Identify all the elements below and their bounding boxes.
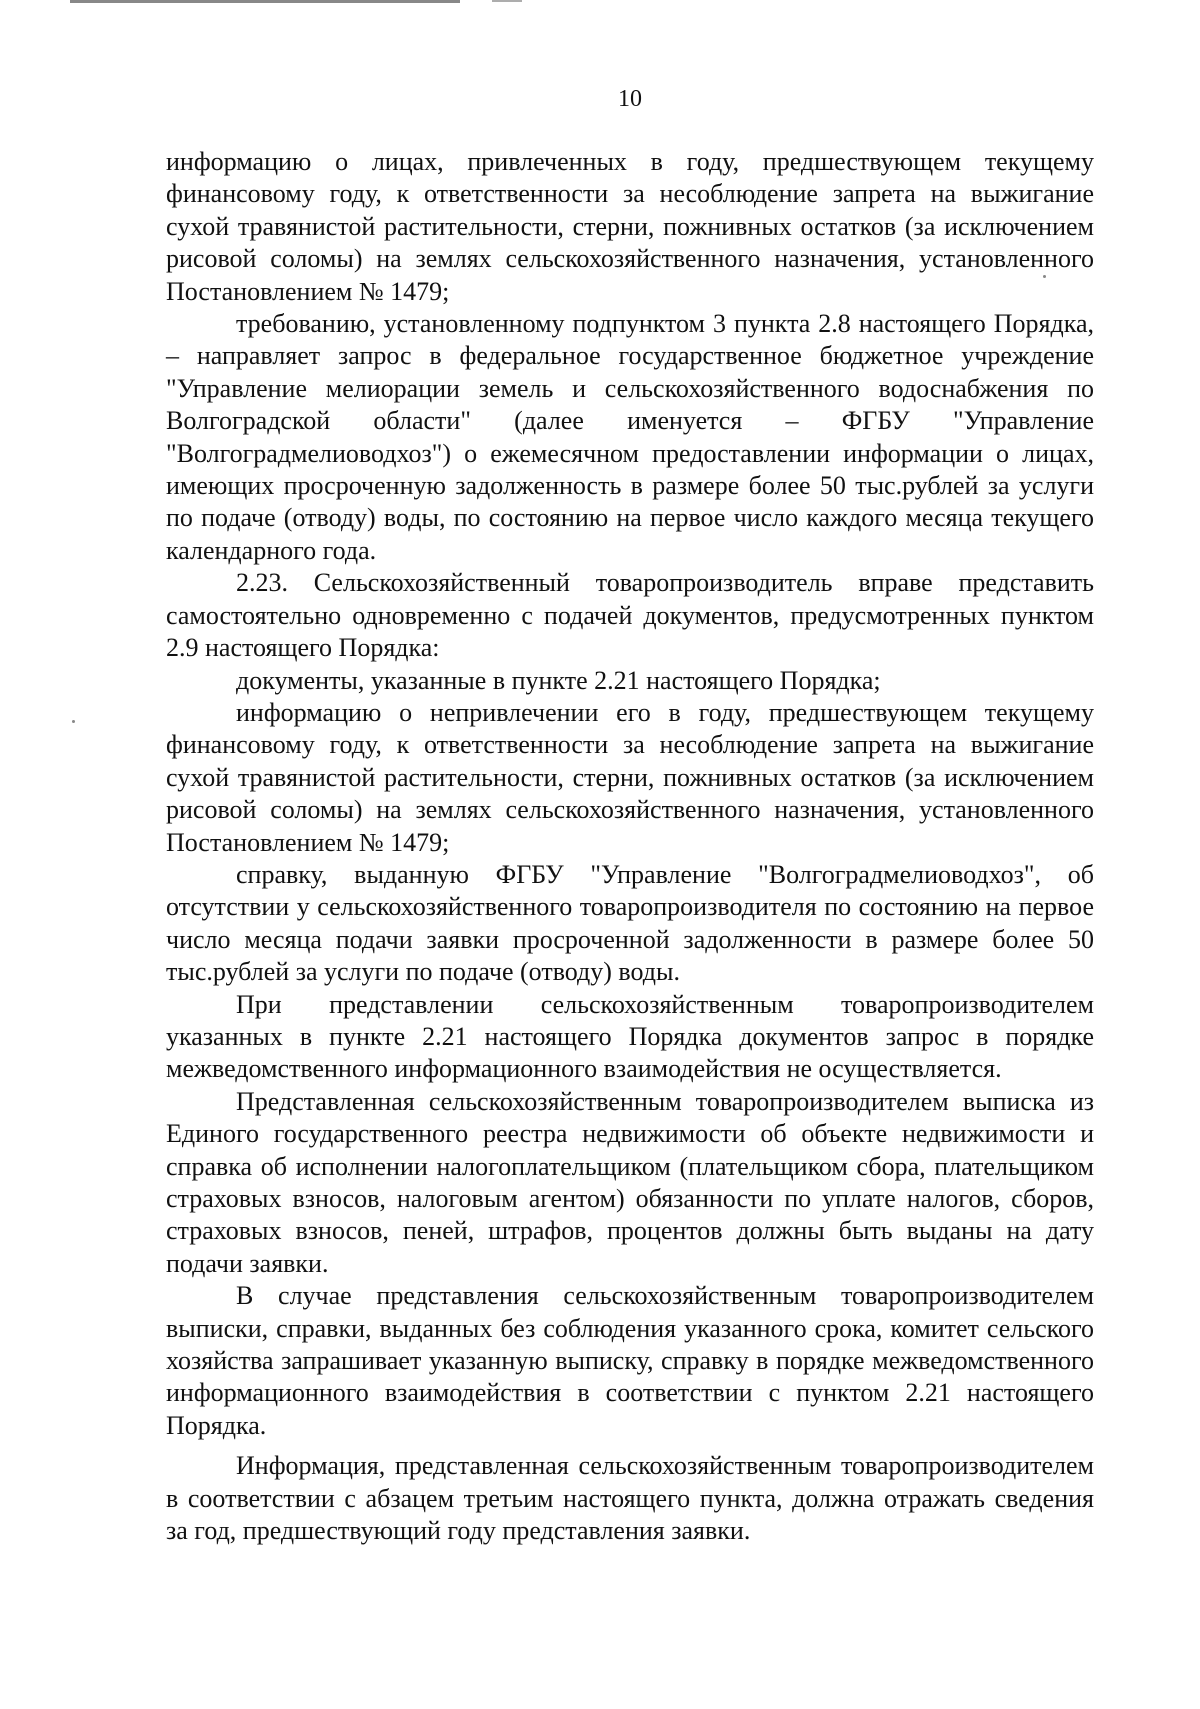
scan-speck <box>72 720 75 723</box>
paragraph-10: Информация, представленная сельскохозяйственным товаропроизводителем в соответствии с абзацем третьим настоящего пункта, должна отражать сведения за год, предшествующий году представления заявки. <box>166 1451 1094 1546</box>
scan-top-edge-fragment <box>492 0 522 2</box>
paragraph-2: требованию, установленному подпунктом 3 пункта 2.8 настоящего Порядка, – направляет запрос в федеральное государственное бюджетное учреждение "Управление мелиорации земель и сельскохозяйственного водоснабжения по Волгоградской области" (далее именуется – ФГБУ "Управление "Волгоградмелиоводхоз") о ежемесячном предоставлении информации о лицах, имеющих просроченную задолженность в размере более 50 тыс.рублей за услуги по подаче (отводу) воды, по состоянию на первое число каждого месяца текущего календарного года. <box>166 309 1094 565</box>
paragraph-6: справку, выданную ФГБУ "Управление "Волгоградмелиоводхоз", об отсутствии у сельскохозяйственного товаропроизводителя по состоянию на первое число месяца подачи заявки просроченной задолженности в размере более 50 тыс.рублей за услуги по подаче (отводу) воды. <box>166 859 1094 987</box>
scan-speck <box>1043 275 1046 278</box>
paragraph-8: Представленная сельскохозяйственным товаропроизводителем выписка из Единого государственного реестра недвижимости об объекте недвижимости и справка об исполнении налогоплательщиком (плательщиком сбора, плательщиком страховых взносов, налоговым агентом) обязанности по уплате налогов, сборов, страховых взносов, пеней, штрафов, процентов должны быть выданы на дату подачи заявки. <box>166 1086 1094 1278</box>
scan-top-edge <box>70 0 460 3</box>
page-number: 10 <box>618 86 642 112</box>
paragraph-3: 2.23. Сельскохозяйственный товаропроизводитель вправе представить самостоятельно одновременно с подачей документов, предусмотренных пунктом 2.9 настоящего Порядка: <box>166 568 1094 663</box>
paragraph-1: информацию о лицах, привлеченных в году, предшествующем текущему финансовому году, к ответственности за несоблюдение запрета на выжигание сухой травянистой растительности, стерни, пожнивных остатков (за исключением рисовой соломы) на землях сельскохозяйственного назначения, установленного Постановлением № 1479; <box>166 147 1094 306</box>
paragraph-7: При представлении сельскохозяйственным товаропроизводителем указанных в пункте 2.21 настоящего Порядка документов запрос в порядке межведомственного информационного взаимодействия не осуществляется. <box>166 989 1094 1084</box>
paragraph-5: информацию о непривлечении его в году, предшествующем текущему финансовому году, к ответственности за несоблюдение запрета на выжигание сухой травянистой растительности, стерни, пожнивных остатков (за исключением рисовой соломы) на землях сельскохозяйственного назначения, установленного Постановлением № 1479; <box>166 697 1094 857</box>
paragraph-4: документы, указанные в пункте 2.21 настоящего Порядка; <box>236 665 881 695</box>
paragraph-9: В случае представления сельскохозяйственным товаропроизводителем выписки, справки, выданных без соблюдения указанного срока, комитет сельского хозяйства запрашивает указанную выписку, справку в порядке межведомственного информационного взаимодействия в соответствии с пунктом 2.21 настоящего Порядка. <box>166 1281 1094 1440</box>
document-body <box>166 146 1094 1547</box>
